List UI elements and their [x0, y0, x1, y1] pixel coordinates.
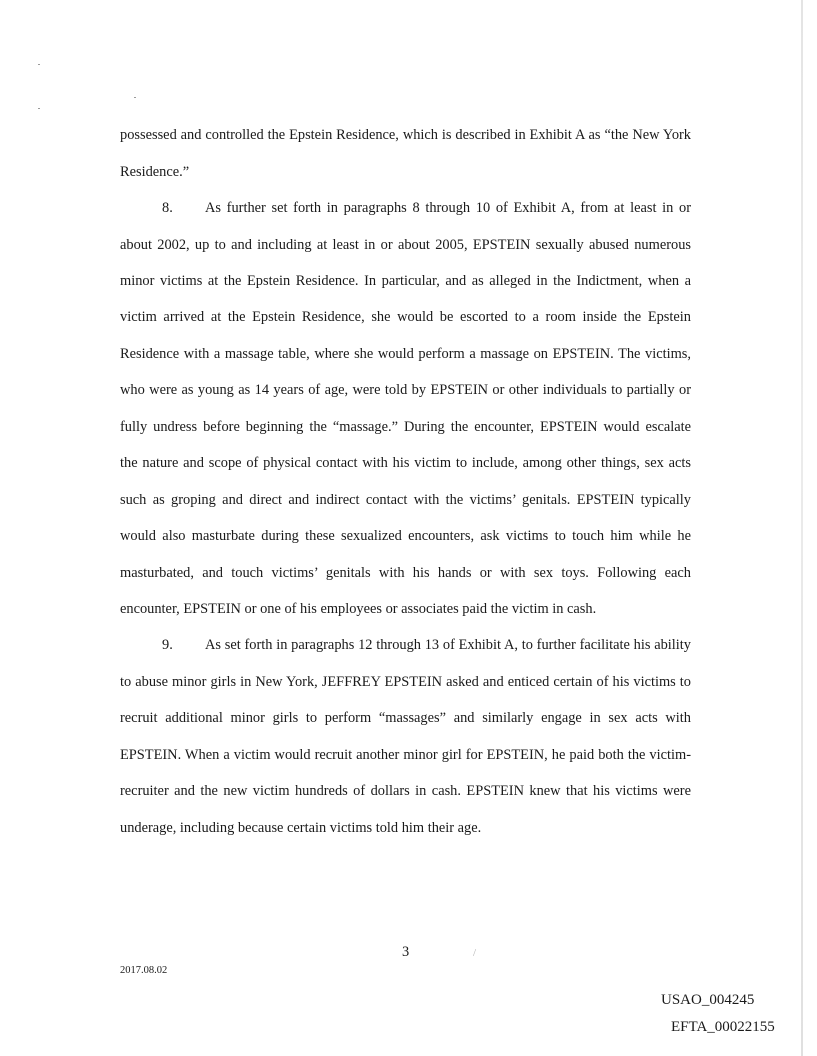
body-line: Residence with a massage table, where she would perform a massage on EPSTEIN. The victims,	[120, 346, 691, 362]
bates-number-usao: USAO_004245	[661, 992, 755, 1008]
body-line: recruit additional minor girls to perform “massages” and similarly engage in sex acts with	[120, 710, 691, 726]
body-line: As set forth in paragraphs 12 through 13 of Exhibit A, to further facilitate his ability	[205, 637, 691, 653]
scan-speck	[134, 97, 136, 98]
body-line: victim arrived at the Epstein Residence, she would be escorted to a room inside the Epstein	[120, 309, 691, 325]
body-line: Residence.”	[120, 164, 190, 180]
body-line: As further set forth in paragraphs 8 through 10 of Exhibit A, from at least in or	[205, 200, 691, 216]
bates-number-efta: EFTA_00022155	[671, 1019, 775, 1035]
body-line: who were as young as 14 years of age, were told by EPSTEIN or other individuals to partially or	[120, 382, 691, 398]
body-line: EPSTEIN. When a victim would recruit another minor girl for EPSTEIN, he paid both the victim-	[120, 747, 691, 763]
scan-speck	[38, 108, 40, 109]
body-line: such as groping and direct and indirect contact with the victims’ genitals. EPSTEIN typically	[120, 492, 691, 508]
body-line: underage, including because certain victims told him their age.	[120, 820, 482, 836]
body-line: to abuse minor girls in New York, JEFFREY EPSTEIN asked and enticed certain of his victims to	[120, 674, 691, 690]
page-number: 3	[402, 944, 410, 960]
body-line: minor victims at the Epstein Residence. In particular, and as alleged in the Indictment, when a	[120, 273, 691, 289]
body-line: the nature and scope of physical contact with his victim to include, among other things, sex acts	[120, 455, 691, 471]
document-date: 2017.08.02	[120, 965, 168, 976]
body-line: fully undress before beginning the “massage.” During the encounter, EPSTEIN would escalate	[120, 419, 691, 435]
scan-mark: /	[473, 947, 477, 959]
paragraph-number-8-label: 8.	[162, 200, 173, 216]
scan-speck	[38, 64, 40, 65]
body-line: recruiter and the new victim hundreds of dollars in cash. EPSTEIN knew that his victims were	[120, 783, 691, 799]
body-line: possessed and controlled the Epstein Residence, which is described in Exhibit A as “the New York	[120, 127, 691, 143]
body-line: masturbated, and touch victims’ genitals with his hands or with sex toys. Following each	[120, 565, 691, 581]
body-line: would also masturbate during these sexualized encounters, ask victims to touch him while he	[120, 528, 691, 544]
paragraph-number-9-label: 9.	[162, 637, 173, 653]
page-edge-shadow	[801, 0, 803, 1056]
body-line: about 2002, up to and including at least in or about 2005, EPSTEIN sexually abused numerous	[120, 237, 691, 253]
body-line: encounter, EPSTEIN or one of his employees or associates paid the victim in cash.	[120, 601, 597, 617]
